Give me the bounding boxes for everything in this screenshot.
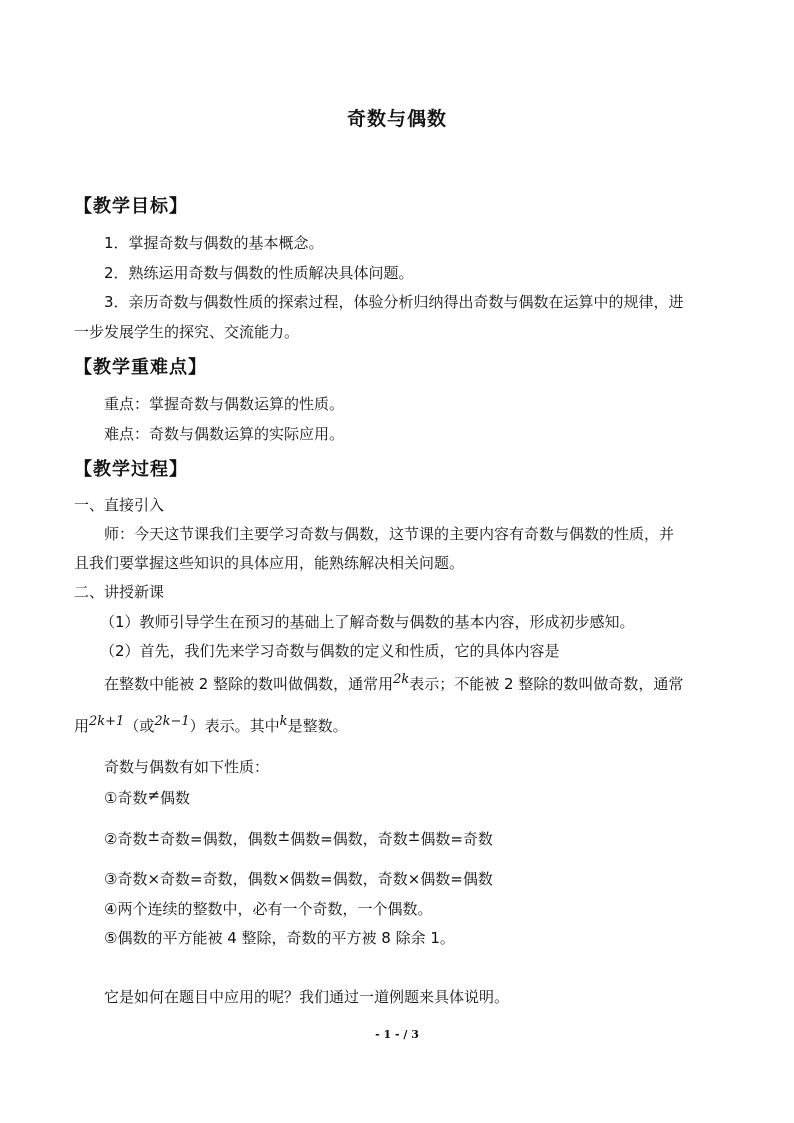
definition-line-2 — [74, 716, 348, 738]
goal-3-line-2: 一步发展学生的探究、交流能力。 — [74, 323, 300, 341]
property-text: ①奇数 — [104, 789, 148, 807]
key-point-focus: 重点：掌握奇数与偶数运算的性质。 — [104, 395, 345, 413]
section-heading-key-points: 【教学重难点】 — [74, 357, 207, 378]
goal-2: 2．熟练运用奇数与偶数的性质解决具体问题。 — [104, 264, 414, 282]
property-text: 偶数=偶数，奇数 — [290, 830, 408, 848]
math-expression: 2k−1 — [154, 714, 190, 729]
property-text: 奇数=偶数，偶数 — [160, 830, 278, 848]
not-equal-symbol: ≠ — [147, 786, 161, 804]
definition-text: 在整数中能被 2 整除的数叫做偶数，通常用 — [104, 675, 394, 693]
definition-text: ）表示。其中 — [189, 717, 280, 735]
math-expression: 2k — [393, 672, 410, 687]
property-4: ④两个连续的整数中，必有一个奇数，一个偶数。 — [104, 900, 433, 918]
page-title: 奇数与偶数 — [346, 108, 447, 130]
step-1: （1）教师引导学生在预习的基础上了解奇数与偶数的基本内容，形成初步感知。 — [100, 613, 635, 631]
property-1 — [104, 788, 190, 808]
section-heading-process: 【教学过程】 — [74, 459, 188, 480]
definition-text: （或 — [124, 717, 155, 735]
page-number: - 1 - / 3 — [375, 1028, 419, 1041]
math-expression: k — [279, 714, 288, 729]
definition-text: 用 — [74, 717, 90, 735]
plus-minus-symbol: ± — [277, 827, 291, 845]
property-text: ②奇数 — [104, 830, 148, 848]
step-2: （2）首先，我们先来学习奇数与偶数的定义和性质，它的具体内容是 — [100, 642, 560, 660]
math-expression: 2k+1 — [89, 714, 125, 729]
goal-3-line-1: 3．亲历奇数与偶数性质的探索过程，体验分析归纳得出奇数与偶数在运算中的规律，进 — [104, 293, 684, 311]
process-heading-2: 二、讲授新课 — [74, 583, 165, 601]
plus-minus-symbol: ± — [147, 827, 161, 845]
process-heading-1: 一、直接引入 — [74, 496, 165, 514]
process-paragraph-1-line-2: 且我们要掌握这些知识的具体应用，能熟练解决相关问题。 — [74, 554, 465, 572]
key-point-difficulty: 难点：奇数与偶数运算的实际应用。 — [104, 425, 345, 443]
process-paragraph-1-line-1: 师：今天这节课我们主要学习奇数与偶数，这节课的主要内容有奇数与偶数的性质，并 — [104, 525, 675, 543]
definition-text: 是整数。 — [287, 717, 348, 735]
goal-1: 1．掌握奇数与偶数的基本概念。 — [104, 234, 324, 252]
closing-paragraph: 它是如何在题目中应用的呢？我们通过一道例题来具体说明。 — [104, 988, 510, 1006]
property-5: ⑤偶数的平方能被 4 整除，奇数的平方被 8 除余 1。 — [104, 929, 455, 947]
property-3: ③奇数×奇数=奇数，偶数×偶数=偶数，奇数×偶数=偶数 — [104, 870, 493, 888]
property-2 — [104, 829, 493, 849]
property-text: 偶数 — [160, 789, 191, 807]
section-heading-goals: 【教学目标】 — [74, 196, 188, 217]
property-text: 偶数=奇数 — [420, 830, 493, 848]
definition-line-1 — [104, 674, 683, 696]
plus-minus-symbol: ± — [407, 827, 421, 845]
definition-text: 表示；不能被 2 整除的数叫做奇数，通常 — [409, 675, 684, 693]
properties-intro: 奇数与偶数有如下性质： — [104, 758, 270, 776]
